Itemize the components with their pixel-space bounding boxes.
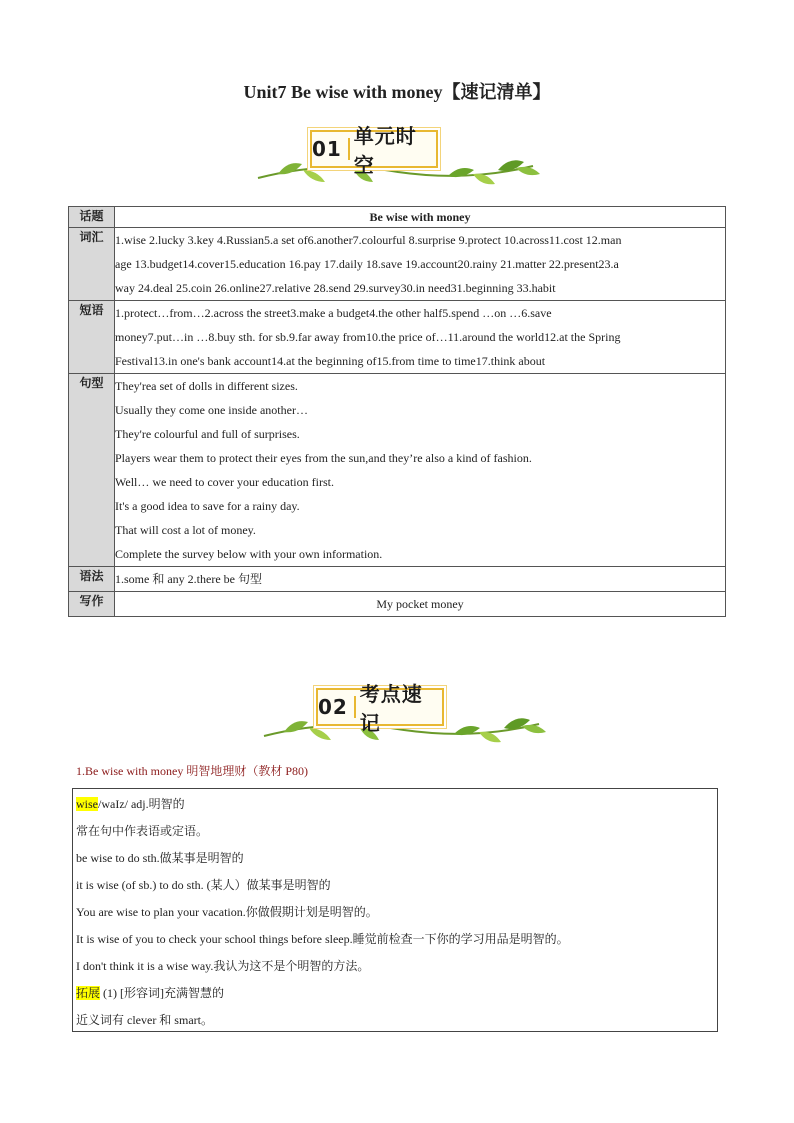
section-banner-2 <box>254 684 554 754</box>
phrase-line: money7.put…in …8.buy sth. for sb.9.far away from10.the price of…11.around the world12.at the Spring <box>115 330 621 344</box>
table-row <box>69 207 726 228</box>
banner-label-box <box>310 124 438 177</box>
grammar-cell: 1.some 和 any 2.there be 句型 <box>115 567 726 592</box>
banner-divider <box>354 696 356 718</box>
sentence-header: 句型 <box>69 374 115 567</box>
sentence-line: Players wear them to protect their eyes from the sun,and they’re also a kind of fashion. <box>115 451 532 465</box>
banner-label: 单元时空 <box>353 124 417 177</box>
banner-divider <box>348 138 350 160</box>
phrase-header: 短语 <box>69 301 115 374</box>
sentence-line: Complete the survey below with your own information. <box>115 547 383 561</box>
highlighted-word: wise <box>76 797 98 811</box>
sentence-line: That will cost a lot of money. <box>115 523 256 537</box>
banner-label: 考点速记 <box>359 682 423 735</box>
table-row <box>69 228 726 301</box>
note-line: it is wise (of sb.) to do sth. (某人）做某事是明智的 <box>76 878 331 892</box>
sentence-line: Well… we need to cover your education first. <box>115 475 334 489</box>
phrase-cell <box>115 301 726 374</box>
note-line: 常在句中作表语或定语。 <box>76 824 209 838</box>
table-row <box>69 301 726 374</box>
banner-number: 02 <box>318 695 348 719</box>
topic-header: 话题 <box>69 207 115 228</box>
topic-cell: Be wise with money <box>115 207 726 228</box>
sentence-line: Usually they come one inside another… <box>115 403 308 417</box>
document-title: Unit7 Be wise with money【速记清单】 <box>243 82 551 102</box>
writing-header: 写作 <box>69 592 115 617</box>
note-line <box>76 791 714 818</box>
banner-label-box <box>316 682 444 735</box>
banner-number: 01 <box>312 137 342 161</box>
word-definition: /waIz/ adj.明智的 <box>98 797 185 811</box>
phrase-line: 1.protect…from…2.across the street3.make a budget4.the other half5.spend …on …6.save <box>115 306 552 320</box>
point-heading: 1.Be wise with money 明智地理财（教材 P80) <box>76 764 308 778</box>
writing-cell: My pocket money <box>115 592 726 617</box>
table-row <box>69 374 726 567</box>
sentence-line: They'rea set of dolls in different sizes. <box>115 379 298 393</box>
table-row <box>69 592 726 617</box>
vocab-line: age 13.budget14.cover15.education 16.pay 17.daily 18.save 19.account20.rainy 21.matter 22.present23.a <box>115 257 619 271</box>
note-line: I don't think it is a wise way.我认为这不是个明智的方法。 <box>76 959 370 973</box>
section-banner-1 <box>248 126 548 196</box>
note-line: be wise to do sth.做某事是明智的 <box>76 851 244 865</box>
sentence-line: They're colourful and full of surprises. <box>115 427 300 441</box>
point-note-box <box>72 788 718 1032</box>
note-line: You are wise to plan your vacation.你做假期计划是明智的。 <box>76 905 378 919</box>
note-line: 近义词有 clever 和 smart。 <box>76 1013 213 1027</box>
phrase-line: Festival13.in one's bank account14.at the beginning of15.from time to time17.think about <box>115 354 546 368</box>
sentence-line: It's a good idea to save for a rainy day. <box>115 499 300 513</box>
vocab-header: 词汇 <box>69 228 115 301</box>
vocab-cell <box>115 228 726 301</box>
grammar-header: 语法 <box>69 567 115 592</box>
sentence-cell <box>115 374 726 567</box>
expand-text: (1) [形容词]充满智慧的 <box>103 986 225 1000</box>
expand-label: 拓展 <box>76 986 101 1000</box>
note-line: It is wise of you to check your school things before sleep.睡觉前检查一下你的学习用品是明智的。 <box>76 932 569 946</box>
vocab-line: 1.wise 2.lucky 3.key 4.Russian5.a set of6.another7.colourful 8.surprise 9.protect 10.across11.cost 12.man <box>115 233 622 247</box>
vocab-line: way 24.deal 25.coin 26.online27.relative 28.send 29.survey30.in need31.beginning 33.habit <box>115 281 556 295</box>
note-line <box>76 980 714 1007</box>
table-row <box>69 567 726 592</box>
unit-overview-table <box>68 206 726 617</box>
